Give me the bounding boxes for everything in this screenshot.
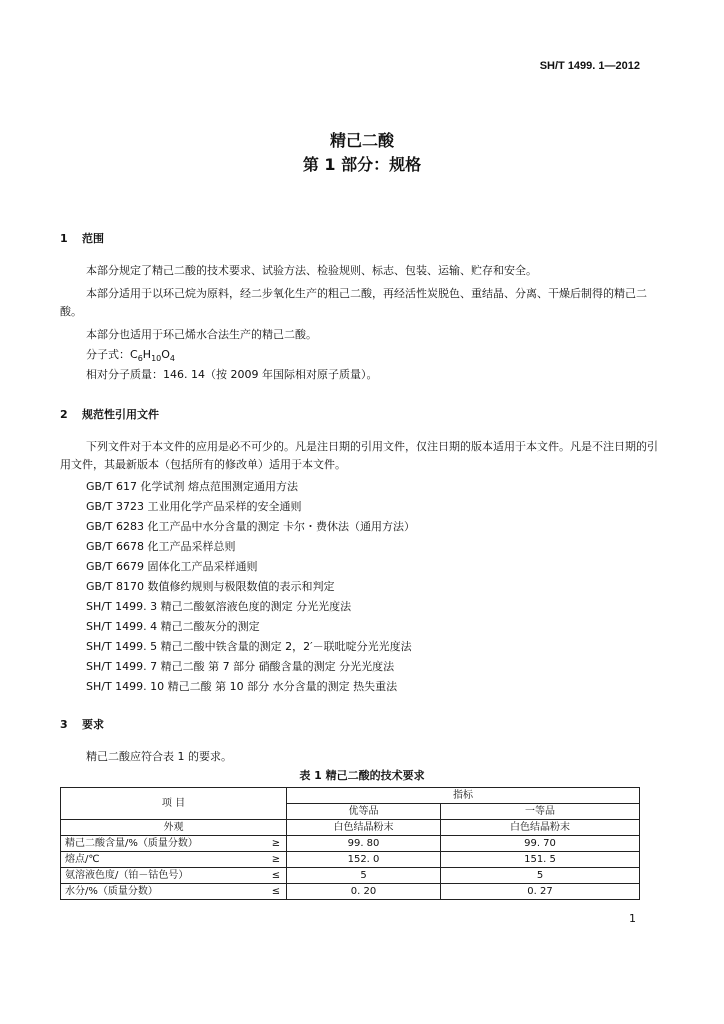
row-item: 氨溶液色度/（铂－钴色号） bbox=[61, 868, 267, 884]
scope-paragraph-1: 本部分规定了精己二酸的技术要求、试验方法、检验规则、标志、包装、运输、贮存和安全。 bbox=[86, 264, 537, 277]
reference-item: GB/T 8170 数值修约规则与极限数值的表示和判定 bbox=[86, 580, 335, 593]
table-row bbox=[61, 852, 640, 868]
header-item: 项 目 bbox=[61, 788, 287, 820]
row-grade-1: 152. 0 bbox=[287, 852, 441, 868]
header-grade-2: 一等品 bbox=[441, 804, 640, 820]
row-symbol: ≤ bbox=[266, 884, 287, 900]
row-symbol: ≥ bbox=[266, 852, 287, 868]
scope-paragraph-2: 本部分适用于以环己烷为原料，经二步氧化生产的粗己二酸，再经活性炭脱色、重结晶、分离、干燥后制得的精己二酸。 bbox=[60, 287, 647, 318]
table-row bbox=[61, 868, 640, 884]
section-3-heading bbox=[60, 716, 104, 732]
section-title: 要求 bbox=[82, 718, 104, 731]
requirement-intro: 精己二酸应符合表 1 的要求。 bbox=[86, 750, 232, 763]
header-indicator: 指标 bbox=[287, 788, 640, 804]
reference-item: SH/T 1499. 4 精己二酸灰分的测定 bbox=[86, 620, 260, 633]
row-grade-1: 99. 80 bbox=[287, 836, 441, 852]
row-item: 外观 bbox=[61, 820, 287, 836]
row-grade-2: 0. 27 bbox=[441, 884, 640, 900]
table-row bbox=[61, 884, 640, 900]
spec-table bbox=[60, 787, 640, 900]
reference-item: SH/T 1499. 10 精己二酸 第 10 部分 水分含量的测定 热失重法 bbox=[86, 680, 398, 693]
reference-item: GB/T 6283 化工产品中水分含量的测定 卡尔・费休法（通用方法） bbox=[86, 520, 415, 533]
section-number: 3 bbox=[60, 718, 68, 731]
row-grade-2: 5 bbox=[441, 868, 640, 884]
reference-item: SH/T 1499. 7 精己二酸 第 7 部分 硝酸含量的测定 分光光度法 bbox=[86, 660, 395, 673]
document-title: 精己二酸 bbox=[329, 131, 394, 150]
row-symbol: ≤ bbox=[266, 868, 287, 884]
row-grade-1: 5 bbox=[287, 868, 441, 884]
row-item: 水分/%（质量分数） bbox=[61, 884, 267, 900]
table-row bbox=[61, 820, 640, 836]
reference-item: SH/T 1499. 5 精己二酸中铁含量的测定 2，2′－联吡啶分光光度法 bbox=[86, 640, 412, 653]
document-subtitle: 第 1 部分：规格 bbox=[302, 155, 422, 174]
reference-item: GB/T 6679 固体化工产品采样通则 bbox=[86, 560, 258, 573]
reference-item: GB/T 3723 工业用化学产品采样的安全通则 bbox=[86, 500, 302, 513]
row-item: 精己二酸含量/%（质量分数） bbox=[61, 836, 267, 852]
normative-intro: 下列文件对于本文件的应用是必不可少的。凡是注日期的引用文件，仅注日期的版本适用于本文件。凡是不注日期的引用文件，其最新版本（包括所有的修改单）适用于本文件。 bbox=[60, 440, 658, 471]
section-number: 1 bbox=[60, 232, 68, 245]
reference-item: SH/T 1499. 3 精己二酸氨溶液色度的测定 分光光度法 bbox=[86, 600, 352, 613]
table-row bbox=[61, 836, 640, 852]
section-number: 2 bbox=[60, 408, 68, 421]
page-number: 1 bbox=[629, 912, 636, 925]
row-symbol: ≥ bbox=[266, 836, 287, 852]
row-grade-1: 白色结晶粉末 bbox=[287, 820, 441, 836]
row-grade-2: 白色结晶粉末 bbox=[441, 820, 640, 836]
header-grade-1: 优等品 bbox=[287, 804, 441, 820]
section-1-heading bbox=[60, 230, 104, 246]
standard-code: SH/T 1499. 1—2012 bbox=[539, 60, 640, 72]
reference-item: GB/T 6678 化工产品采样总则 bbox=[86, 540, 236, 553]
row-grade-1: 0. 20 bbox=[287, 884, 441, 900]
table-caption: 表 1 精己二酸的技术要求 bbox=[299, 769, 425, 782]
row-grade-2: 99. 70 bbox=[441, 836, 640, 852]
section-title: 规范性引用文件 bbox=[82, 408, 159, 421]
molecular-formula: 分子式：$C_6H_{10}O_4$ bbox=[86, 348, 176, 364]
section-title: 范围 bbox=[82, 232, 104, 245]
scope-paragraph-3: 本部分也适用于环己烯水合法生产的精己二酸。 bbox=[86, 328, 317, 341]
molecular-mass: 相对分子质量：146. 14（按 2009 年国际相对原子质量）。 bbox=[86, 368, 378, 381]
table-header-row bbox=[61, 788, 640, 804]
section-2-heading bbox=[60, 406, 159, 422]
row-item: 熔点/℃ bbox=[61, 852, 267, 868]
reference-item: GB/T 617 化学试剂 熔点范围测定通用方法 bbox=[86, 480, 298, 493]
row-grade-2: 151. 5 bbox=[441, 852, 640, 868]
